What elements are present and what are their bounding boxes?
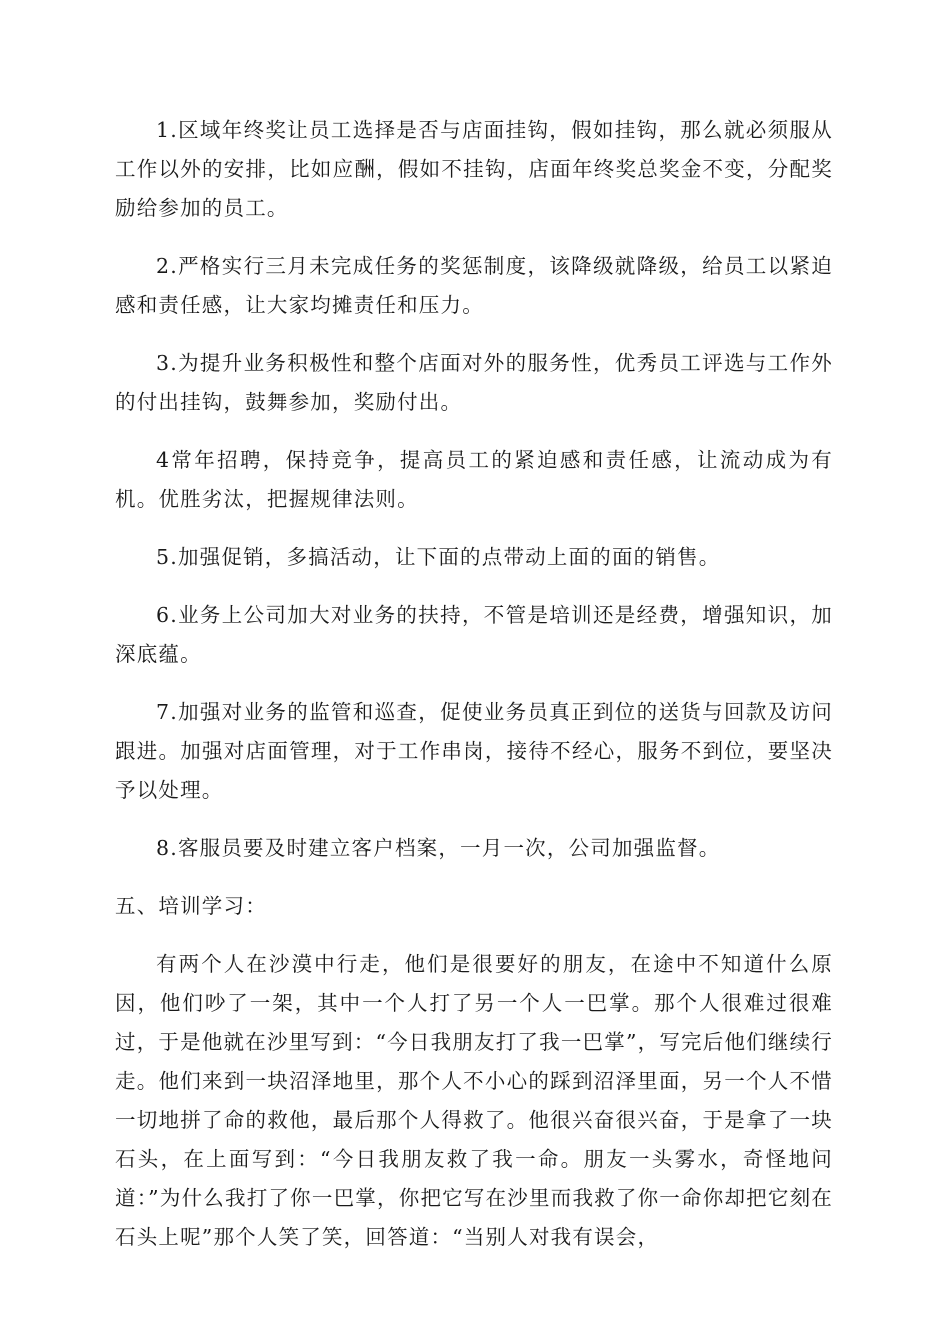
paragraph-item-2: 2.严格实行三月未完成任务的奖惩制度，该降级就降级，给员工以紧迫感和责任感，让大家均摊责任和压力。: [115, 254, 833, 317]
paragraph-item-7: 7.加强对业务的监管和巡查，促使业务员真正到位的送货与回款及访问跟进。加强对店面管理，对于工作串岗，接待不经心，服务不到位，要坚决予以处理。: [115, 700, 833, 802]
paragraph-item-6: 6.业务上公司加大对业务的扶持，不管是培训还是经费，增强知识，加深底蕴。: [115, 603, 833, 666]
section-heading-training: 五、培训学习：: [115, 894, 267, 918]
paragraph-item-1: 1.区域年终奖让员工选择是否与店面挂钩，假如挂钩，那么就必须服从工作以外的安排，比如应酬，假如不挂钩，店面年终奖总奖金不变，分配奖励给参加的员工。: [115, 118, 833, 220]
paragraph-item-4: 4常年招聘，保持竞争，提高员工的紧迫感和责任感，让流动成为有机。优胜劣汰，把握规律法则。: [115, 448, 833, 511]
story-paragraph: 有两个人在沙漠中行走，他们是很要好的朋友，在途中不知道什么原因，他们吵了一架，其中一个人打了另一个人一巴掌。那个人很难过很难过，于是他就在沙里写到：“今日我朋友打了我一巴掌”，写完后他们继续行走。他们来到一块沼泽地里，那个人不小心的踩到沼泽里面，另一个人不惜一切地拼了命的救他，最后那个人得救了。他很兴奋很兴奋，于是拿了一块石头，在上面写到：“今日我朋友救了我一命。朋友一头雾水，奇怪地问道：”为什么我打了你一巴掌，你把它写在沙里而我救了你一命你却把它刻在石头上呢”那个人笑了笑，回答道：“当别人对我有误会，: [115, 952, 833, 1249]
document-body: [115, 111, 833, 1276]
paragraph-item-8: 8.客服员要及时建立客户档案，一月一次，公司加强监督。: [156, 836, 721, 860]
paragraph-item-3: 3.为提升业务积极性和整个店面对外的服务性，优秀员工评选与工作外的付出挂钩，鼓舞参加，奖励付出。: [115, 351, 833, 414]
paragraph-item-5: 5.加强促销，多搞活动，让下面的点带动上面的面的销售。: [156, 545, 721, 569]
